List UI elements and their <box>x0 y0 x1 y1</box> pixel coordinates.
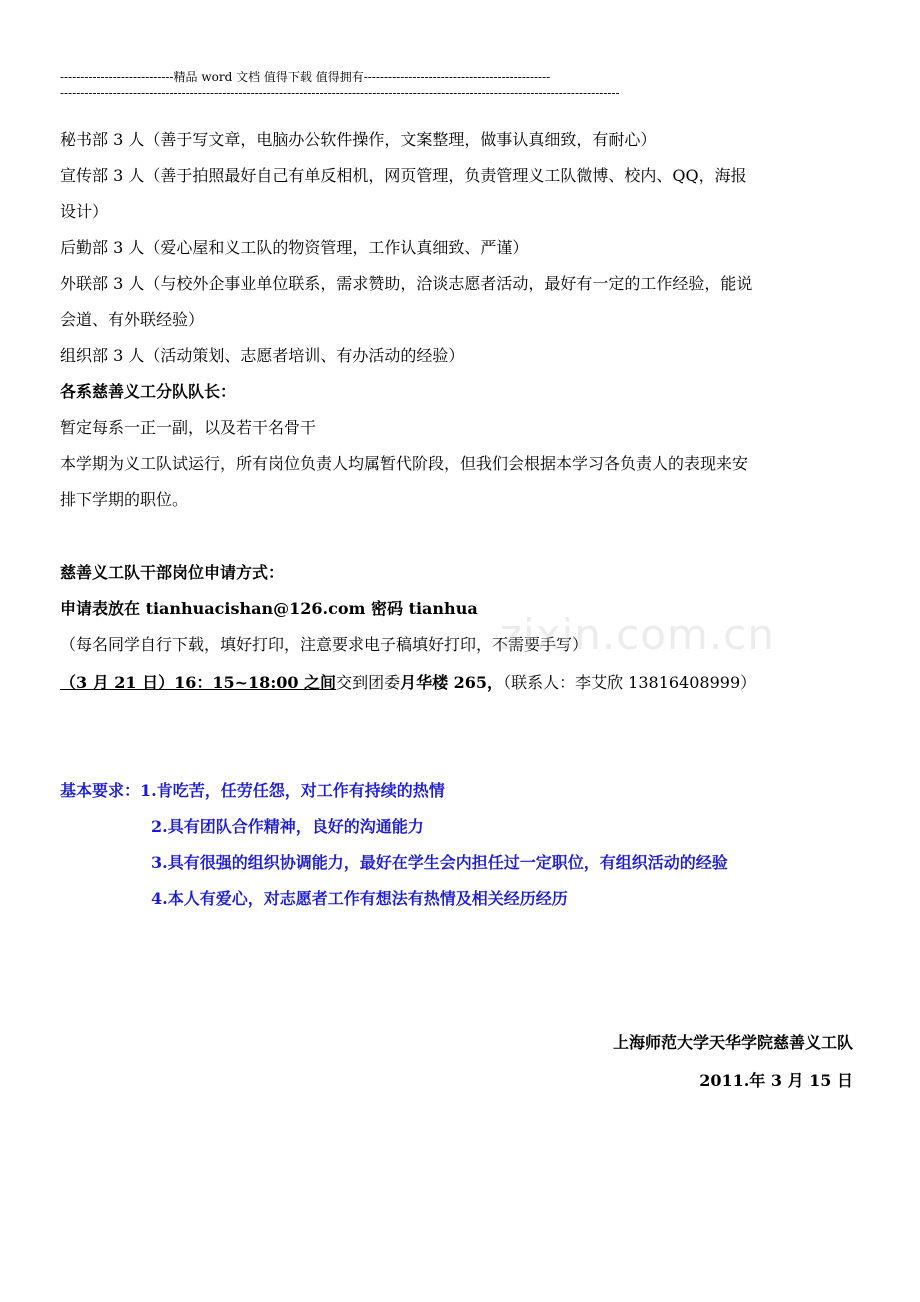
notice-line: 本学期为义工队试运行，所有岗位负责人均属暂代阶段，但我们会根据本学习各负责人的表现来安 <box>60 454 749 473</box>
deadline-building: 月华楼 265， <box>400 673 504 692</box>
requirements-label: 基本要求： <box>60 781 141 800</box>
position-secretariat: 秘书部 3 人（善于写文章，电脑办公软件操作，文案整理，做事认真细致，有耐心） <box>60 130 657 149</box>
signature-org: 上海师范大学天华学院慈善义工队 <box>612 1033 853 1052</box>
deadline-contact: （联系人：李艾欣 13816408999） <box>503 673 757 692</box>
deadline-location-prefix: 交到团委 <box>336 673 401 692</box>
requirement-item-1 <box>60 781 445 801</box>
position-liaison: 外联部 3 人（与校外企事业单位联系，需求赞助，洽谈志愿者活动，最好有一定的工作经验，能说 <box>60 274 753 293</box>
notice-line-cont: 排下学期的职位。 <box>60 490 189 509</box>
captains-heading: 各系慈善义工分队队长： <box>60 382 237 401</box>
requirement-item-3: 3.具有很强的组织协调能力，最好在学生会内担任过一定职位，有组织活动的经验 <box>151 853 728 872</box>
page-header-banner: ----------------------------精品 word 文档 值得下载 值得拥有---------------------------------------------- <box>60 70 551 84</box>
signature-date: 2011.年 3 月 15 日 <box>699 1071 853 1090</box>
position-logistics: 后勤部 3 人（爱心屋和义工队的物资管理，工作认真细致、严谨） <box>60 238 529 257</box>
captains-text: 暂定每系一正一副，以及若干名骨干 <box>60 418 317 437</box>
deadline-time: （3 月 21 日）16：15~18:00 之间 <box>60 673 337 692</box>
requirement-item-2: 2.具有团队合作精神，良好的沟通能力 <box>151 817 424 836</box>
position-publicity: 宣传部 3 人（善于拍照最好自己有单反相机，网页管理，负责管理义工队微博、校内、QQ，海报 <box>60 166 747 185</box>
application-deadline <box>60 673 756 693</box>
position-liaison-cont: 会道、有外联经验） <box>60 310 205 329</box>
application-note: （每名同学自行下载，填好打印，注意要求电子稿填好打印，不需要手写） <box>60 635 589 654</box>
application-email-line: 申请表放在 tianhuacishan@126.com 密码 tianhua <box>60 599 478 618</box>
requirement-text-1: 1.肯吃苦，任劳任怨，对工作有持续的热情 <box>140 781 445 800</box>
watermark-logo: zixin.com.cn <box>500 610 775 659</box>
requirement-item-4: 4.本人有爱心，对志愿者工作有想法有热情及相关经历经历 <box>151 889 568 908</box>
application-heading: 慈善义工队干部岗位申请方式： <box>60 563 285 582</box>
page-header-rule: ------------------------------------------------------------------------------------------------------------------------------------------ <box>60 86 620 100</box>
position-publicity-cont: 设计） <box>60 202 109 221</box>
position-organization: 组织部 3 人（活动策划、志愿者培训、有办活动的经验） <box>60 346 465 365</box>
